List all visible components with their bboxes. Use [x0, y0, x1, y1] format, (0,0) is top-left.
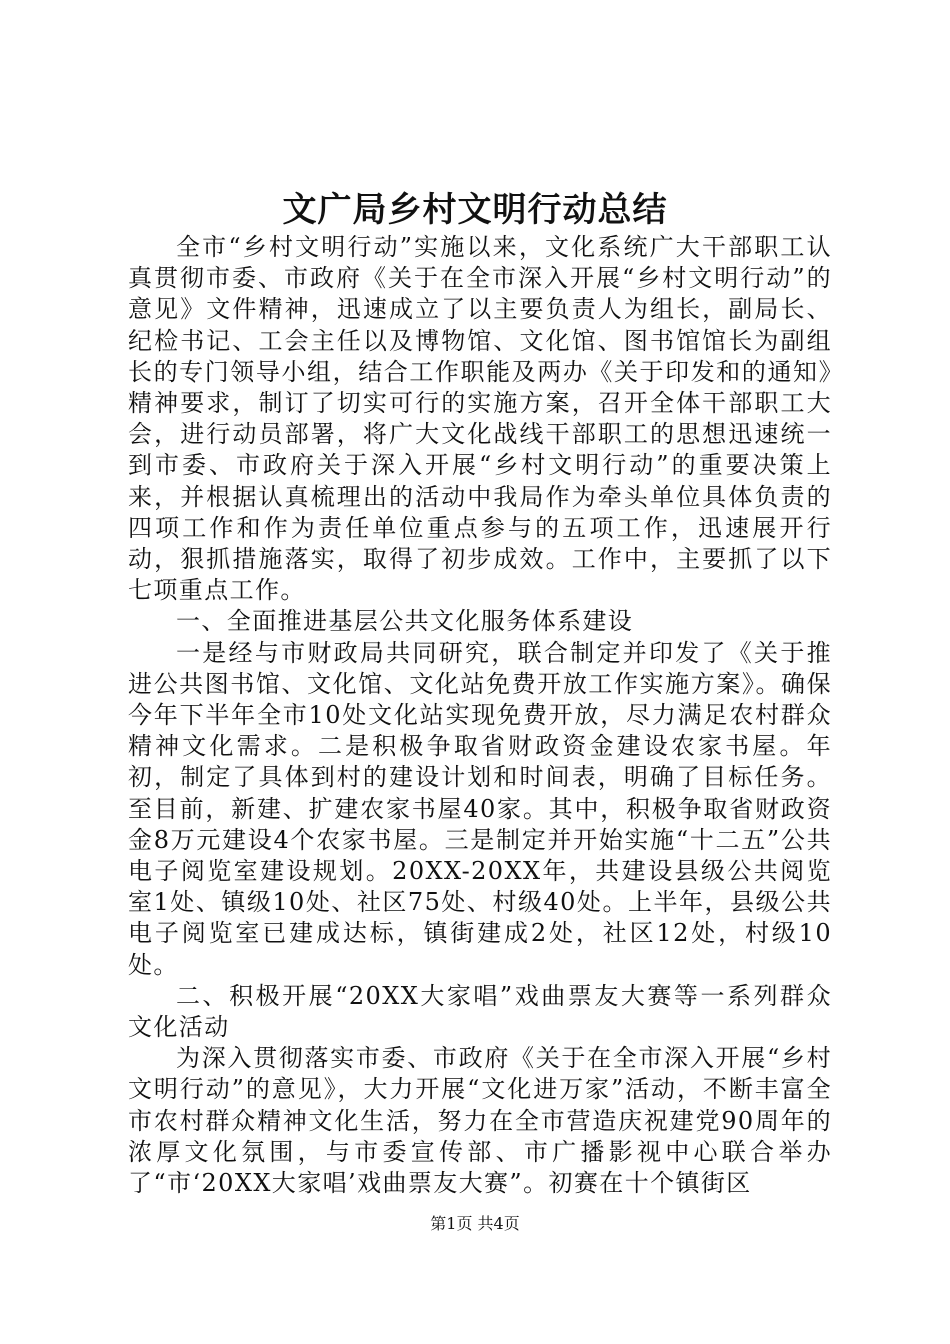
section-heading-1: 一、全面推进基层公共文化服务体系建设 [176, 607, 634, 636]
document-body [128, 232, 832, 1199]
section-heading-2: 二、积极开展“20XX大家唱”戏曲票友大赛等一系列群众文化活动 [128, 981, 832, 1042]
page-number-footer: 第1页 共4页 [430, 1214, 520, 1233]
section-1-paragraph: 一是经与市财政局共同研究，联合制定并印发了《关于推进公共图书馆、文化馆、文化站免费开放工作实施方案》。确保今年下半年全市10处文化站实现免费开放，尽力满足农村群众精神文化需求。二是积极争取省财政资金建设农家书屋。年初，制定了具体到村的建设计划和时间表，明确了目标任务。至目前，新建、扩建农家书屋40家。其中，积极争取省财政资金8万元建设4个农家书屋。三是制定并开始实施“十二五”公共电子阅览室建设规划。20XX-20XX年，共建设县级公共阅览室1处、镇级10处、社区75处、村级40处。上半年，县级公共电子阅览室已建成达标，镇街建成2处，社区12处，村级10处。 [128, 638, 832, 979]
intro-paragraph: 全市“乡村文明行动”实施以来，文化系统广大干部职工认真贯彻市委、市政府《关于在全市深入开展“乡村文明行动”的意见》文件精神，迅速成立了以主要负责人为组长，副局长、纪检书记、工会主任以及博物馆、文化馆、图书馆馆长为副组长的专门领导小组，结合工作职能及两办《关于印发和的通知》精神要求，制订了切实可行的实施方案，召开全体干部职工大会，进行动员部署，将广大文化战线干部职工的思想迅速统一到市委、市政府关于深入开展“乡村文明行动”的重要决策上来，并根据认真梳理出的活动中我局作为牵头单位具体负责的四项工作和作为责任单位重点参与的五项工作，迅速展开行动，狠抓措施落实，取得了初步成效。工作中，主要抓了以下七项重点工作。 [128, 233, 832, 605]
section-2-paragraph: 为深入贯彻落实市委、市政府《关于在全市深入开展“乡村文明行动”的意见》，大力开展“文化进万家”活动，不断丰富全市农村群众精神文化生活，努力在全市营造庆祝建党90周年的浓厚文化氛围，与市委宣传部、市广播影视中心联合举办了“市‘20XX大家唱’戏曲票友大赛”。初赛在十个镇街区 [128, 1044, 832, 1198]
document-title: 文广局乡村文明行动总结 [282, 190, 668, 230]
